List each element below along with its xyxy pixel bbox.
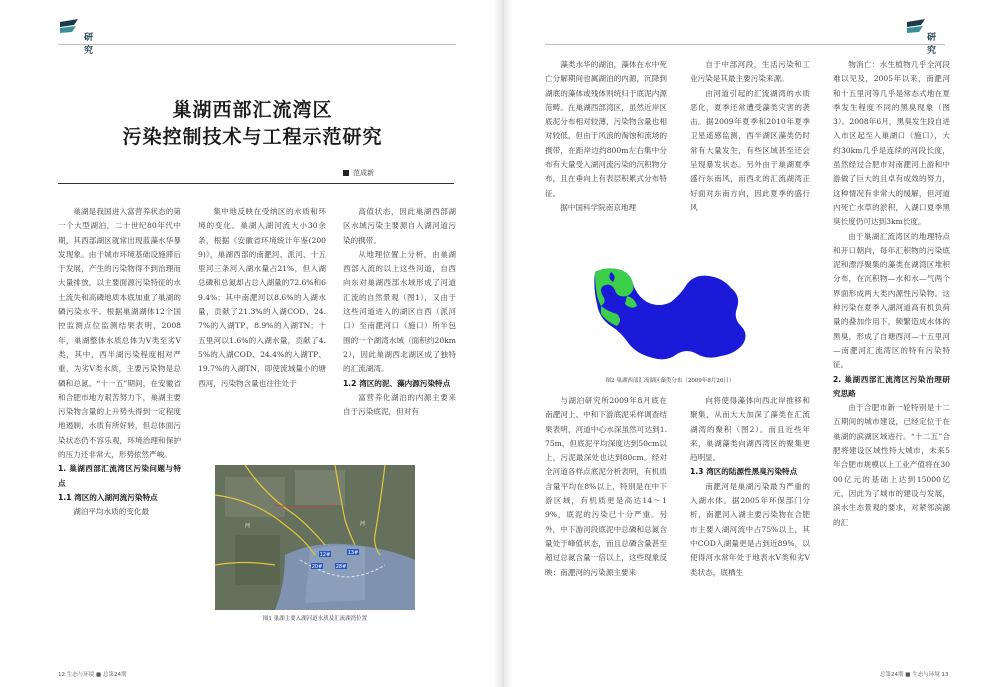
author-name: 范成新 (353, 169, 374, 177)
map-label: 河 (245, 523, 251, 529)
bullet-square-icon (343, 170, 349, 176)
section-label: 研究 (84, 33, 94, 56)
text-column (343, 205, 456, 419)
page-gutter (493, 0, 513, 687)
header-rule (545, 44, 945, 45)
title-rule (58, 183, 454, 184)
body-paragraph: 向将使得藻体向西北岸推移和聚集，从而大大加深了藻类在汇流湖湾的聚积（图2）。而且近些年来，巢湖藻类向湖西湾区的聚集更趋明显。 (690, 396, 810, 463)
section-label: 研究 (927, 33, 937, 56)
text-column (833, 58, 950, 530)
figure-2-map (587, 262, 755, 372)
body-paragraph: 从地理位置上分析，由巢湖西部入流的以上这些河道，自西向东对巢湖西部水域形成了河道汇流的自然景观（图1），又由于这些河道进入的湖区自西（派河口）至南淝河口（施口）所半包围的一个湖湾水域（面积约20km2），因此巢湖西北湖区成了独特的汇流湖湾。 (343, 249, 456, 374)
body-paragraph: 富营养化湖泊的内源主要来自于污染底泥，但对有 (343, 392, 456, 417)
body-paragraph: 据中国科学院南京地理 (560, 202, 637, 212)
figure-1-map (215, 465, 415, 610)
map-label: 20# (311, 564, 323, 570)
body-paragraph: 由于巢湖汇流湾区的地理特点和开口朝向，每年汇积物的污染底泥和漂浮聚集的藻类在湖湾区堆积分布，在沉积物—水和水—气两个界面形成两大类内源性污染物。这种污染在夏季入湖河道高有机负荷量的叠加作用下，频繁造成水体的黑臭，形成了自塘西河—十五里河—南淝河汇流湾区的特有污染特征。 (833, 231, 950, 370)
map-label: 12# (319, 552, 331, 558)
section-heading: 1.3 湾区的陆源性黑臭污染特点 (690, 467, 798, 477)
text-column (198, 205, 326, 391)
body-paragraph: 湖泊平均水质的变化最 (73, 507, 150, 517)
body-paragraph: 与湖泊研究所2009年8月底在南淝河上、中和下游底泥采样调查结果表明，河道中心水深虽然可达到1.75m，但底泥平均深度达到50cm以上，污泥最深处也达到80cm。经对全河道各样点底泥分析表明，有机质含量平均在8%以上，特别是在中下游区域，有机质更是高达14～19%，底泥的污染已十分严重。另外，中下游河段底泥中总磷和总氮含量处于峰值状态，而且总磷含量甚至超过总氮含量一倍以上，这些现象反映：南淝河的污染源主要来 (545, 396, 667, 577)
title-line: 污染控制技术与工程示范研究 (122, 126, 383, 148)
page-footer-left: 12 生态与环境 ■ 总第24期 (58, 672, 127, 678)
map-label: 13# (347, 550, 359, 556)
body-paragraph: 南淝河是巢湖污染最为严重的入湖水体。据2005年环保部门分析，南淝河入湖主要污染物在合肥市主要入湖河流中占75%以上，其中COD入湖量更是占到近89%，以使得河水常年处于地表水Ⅴ类和劣Ⅴ类状态，底栖生 (690, 481, 810, 577)
journal-logo-icon (905, 18, 927, 38)
section-heading: 1. 巢湖西部汇流湾区污染问题与特点 (58, 464, 181, 488)
body-paragraph: 物消亡：水生植物几乎全河段难以见及，2005年以来，南淝河和十五里河等几乎是常态式地在夏季发生程度不同的黑臭现象（图3）。2008年6月，黑臭发生段自进入市区起至入巢湖口（施口），大约30km几乎是连续的河段长度，虽然经过合肥市对南淝河上游和中游做了巨大的且卓有成效的努力，这种情况有非常大的缓解，但河道内死亡水草的淤积，入湖口夏季黑臭长度仍可达到3km长度。 (833, 60, 950, 227)
journal-logo-icon (58, 18, 80, 38)
body-paragraph: 由于合肥市新一轮特别是十二五期间的城市建设，已经定位于在巢湖的滨湖区域进行。“十二五”合肥将建设区域性特大城市，未来5年合肥市规模以上工业产值将在3000亿元的基础上达到15000亿元，因此为了城市的建设与发展，滨水生态景观的要求，对紧邻滨湖的汇 (833, 403, 950, 527)
figure-2-caption: 图2 巢湖西部汇流湖区藻类分布（2009年8月26日） (605, 378, 735, 384)
algae-distribution-image (587, 262, 755, 372)
body-paragraph: 自于中部河段，生活污染和工业污染是其最主要污染来源。 (690, 60, 810, 84)
body-paragraph: 藻类水华的湖泊，藻体在水中死亡分解期间也属湖泊的内源，沉降到湖底的藻体或残体则统归于底泥内源范畴。在巢湖西部湾区，虽然近岸区底泥分布相对较薄，污染物含量也相对较低，但由于风浪的淘蚀和流场的携带，在距岸边约800m左右集中分布有大量受入湖河流污染的沉积物分布，且在垂向上有表层积累式分布特征。 (545, 60, 667, 198)
text-column (58, 205, 181, 520)
author-byline (343, 168, 374, 178)
body-paragraph: 高值状态，因此巢湖西部湖区水域污染主要源自入湖河道污染的携带。 (343, 207, 456, 245)
body-paragraph: 由河道引起的汇流湖湾的水质恶化，夏季还常遭受藻类灾害的袭击。据2009年夏季和2010年夏季卫星遥感监测，西半湖区藻类仍时常有大量发生，有些区域甚至还会呈现暴发状态。另外由于巢湖夏季盛行东南风，而西北的汇流湖湾正好面对东南方向，因此夏季的盛行风 (690, 88, 810, 212)
figure-1-caption: 图1 巢湖主要入湖河道水质及汇流湖湾位置 (262, 616, 368, 622)
text-column (545, 58, 667, 215)
article-title (110, 97, 395, 151)
map-label: 28# (335, 564, 347, 570)
map-label: 河 (360, 521, 366, 527)
section-heading: 1.1 湾区的入湖河流污染特点 (58, 492, 158, 502)
body-paragraph: 集中地反映在受纳区的水质和环境的变化。巢湖入湖河流大小30余条，根据《安徽省环境统计年鉴(2009)》，巢湖西部的南淝河、派河、十五里河三条河入湖水量占21%，但入湖总磷和总氮却占总入湖量的72.6%和69.4%；其中南淝河以8.6%的入湖水量，贡献了21.3%的入湖COD、24.7%的入湖TP、8.9%的入湖TN；十五里河以1.6%的入湖水量，贡献了4.5%的入湖COD、24.4%的入湖TP、19.7%的入湖TN，即使流域量小的塘西河，污染物含量也往往处于 (198, 207, 326, 388)
text-column (545, 394, 667, 580)
header-rule (58, 44, 456, 45)
satellite-map-image (215, 465, 415, 610)
body-paragraph: 巢湖是我国进入富营养状态的第一个大型湖泊，二十世纪80年代中期，其西部湖区就常出现蓝藻水华暴发现象。由于城市环境基础设施滞后于发展，产生的污染物得不到治理而大量排放，以主要面源污染特征的水土流失和高磷地质本底加重了巢湖的磷污染水平。根据巢湖湖体12个国控监测点位监测结果表明，2008年，巢湖整体水质总体为Ⅴ类至劣Ⅴ类，其中，西半湖污染程度相对严重，为劣Ⅴ类水质，主要污染物是总磷和总氮。“十一五”期间，在安徽省和合肥市地方艰苦努力下，巢湖主要污染物含量的上升势头得到一定程度地遏制，水质有所好转，但总体面污染状态仍不容乐观，环境治理和保护的压力还非常大，形势依然严峻。 (58, 207, 181, 460)
section-heading: 1.2 湾区的泥、藻内源污染特点 (343, 378, 451, 388)
text-column (690, 394, 810, 580)
page-footer-right: 总第24期 ■ 生态与环境 13 (880, 672, 949, 678)
section-heading: 2. 巢湖西部汇流湾区污染治理研究思路 (833, 374, 950, 398)
title-line: 巢湖西部汇流湾区 (172, 99, 333, 121)
text-column (690, 58, 810, 215)
